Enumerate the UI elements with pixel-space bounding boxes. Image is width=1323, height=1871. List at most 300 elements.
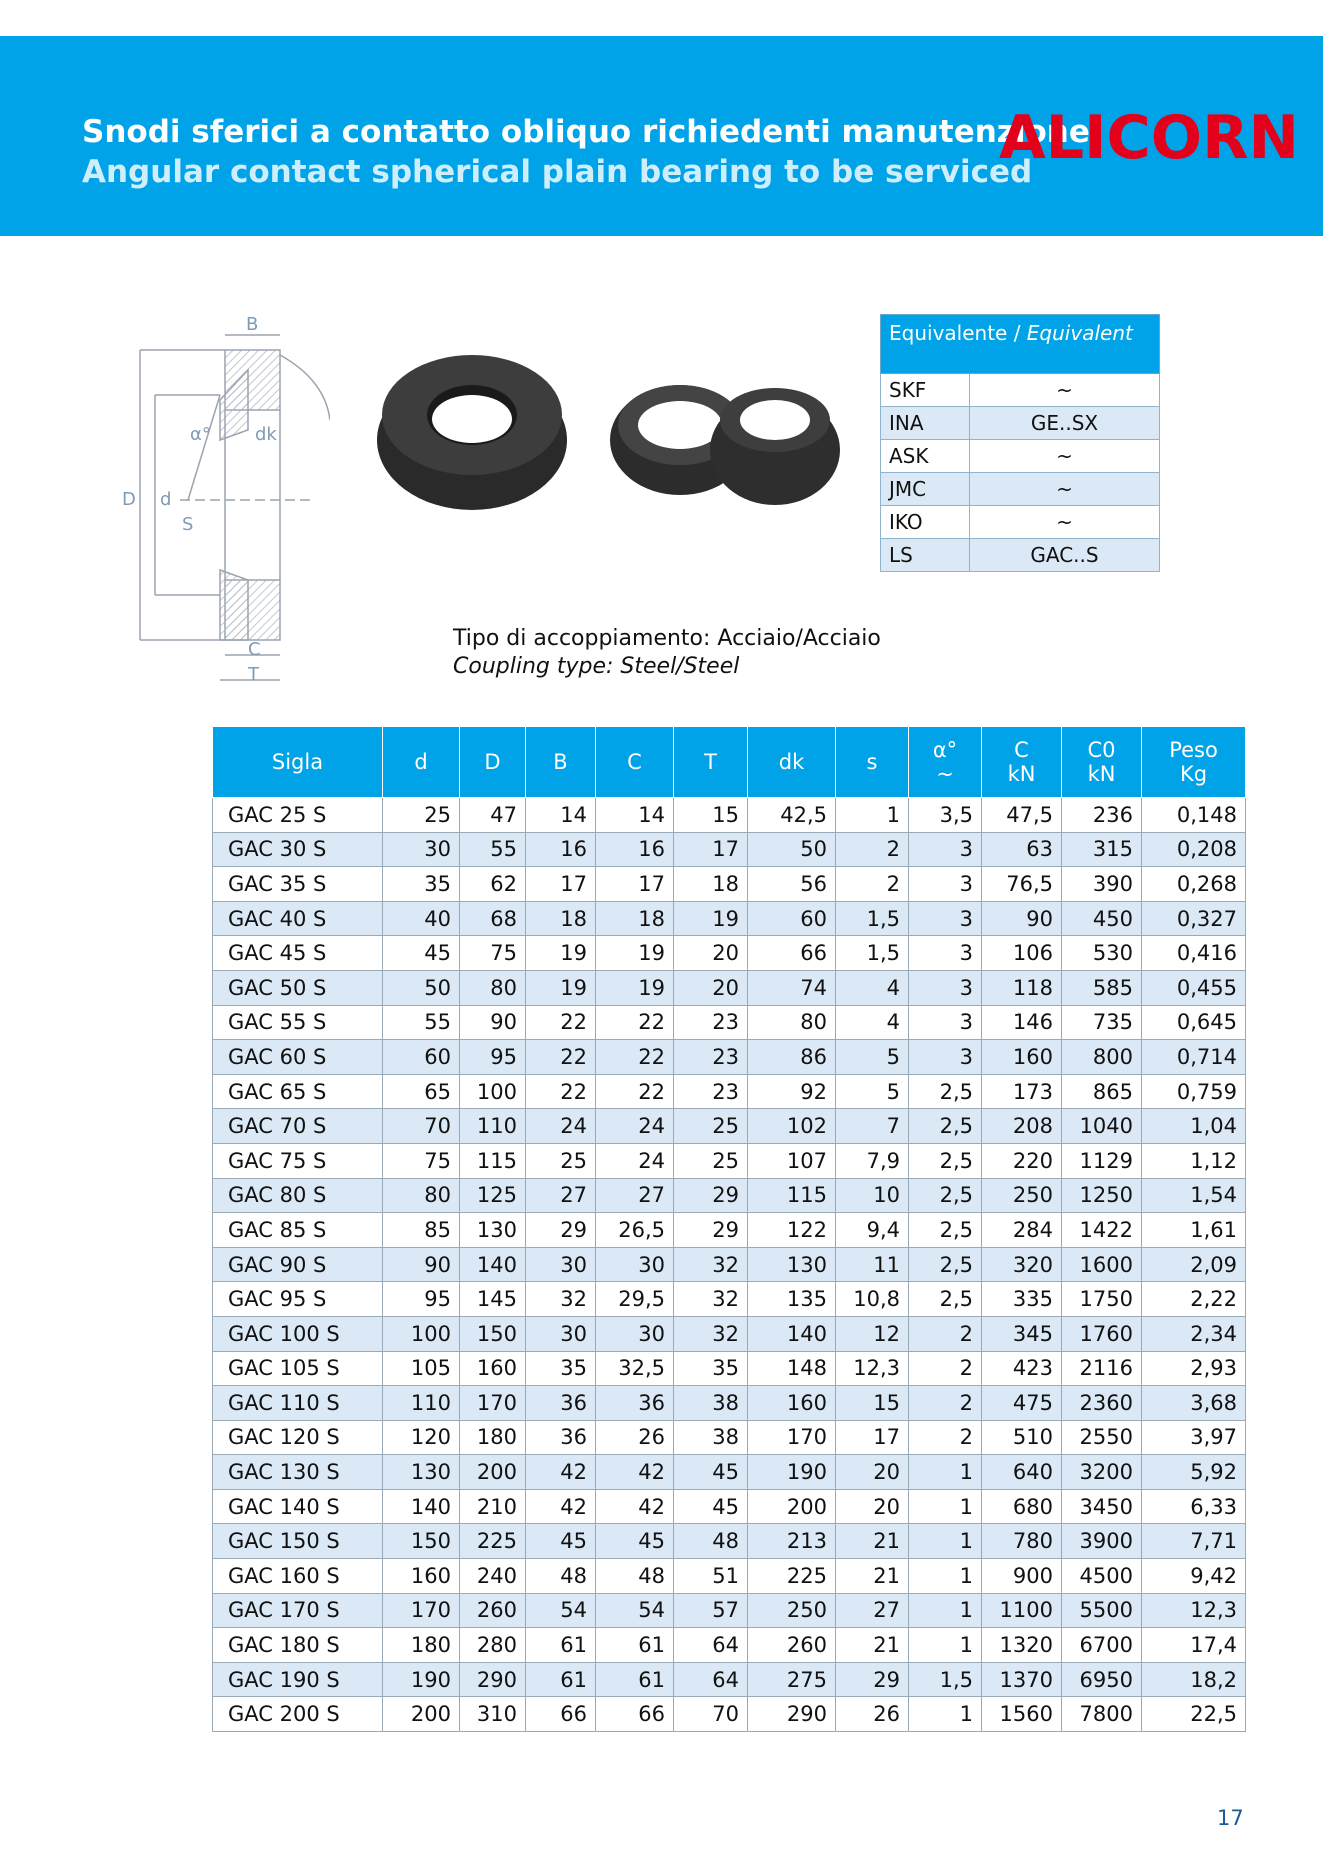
table-cell: 66 bbox=[526, 1697, 596, 1732]
table-cell: 208 bbox=[982, 1109, 1062, 1144]
table-cell: 36 bbox=[526, 1386, 596, 1421]
table-cell: 61 bbox=[596, 1662, 674, 1697]
table-cell: 3 bbox=[909, 970, 982, 1005]
table-cell: 32 bbox=[674, 1247, 748, 1282]
alicorn-logo bbox=[997, 110, 1301, 164]
table-cell: 210 bbox=[460, 1489, 526, 1524]
table-cell: 45 bbox=[674, 1489, 748, 1524]
table-cell: 80 bbox=[383, 1178, 460, 1213]
dimensions-table bbox=[212, 726, 1246, 1732]
table-row bbox=[213, 1593, 1246, 1628]
table-row bbox=[213, 1005, 1246, 1040]
table-cell: 585 bbox=[1062, 970, 1142, 1005]
table-cell: 19 bbox=[596, 936, 674, 971]
table-row bbox=[213, 867, 1246, 902]
table-cell: 92 bbox=[748, 1074, 836, 1109]
table-cell: 135 bbox=[748, 1282, 836, 1317]
table-cell: 102 bbox=[748, 1109, 836, 1144]
table-cell: 42 bbox=[526, 1455, 596, 1490]
column-header: B bbox=[526, 727, 596, 798]
column-header: Peso Kg bbox=[1142, 727, 1246, 798]
table-cell: 2 bbox=[909, 1316, 982, 1351]
table-cell: 27 bbox=[836, 1593, 909, 1628]
table-cell: 26,5 bbox=[596, 1213, 674, 1248]
table-cell: 63 bbox=[982, 832, 1062, 867]
table-cell: 0,327 bbox=[1142, 901, 1246, 936]
table-cell: 3,5 bbox=[909, 798, 982, 833]
table-cell: 17 bbox=[674, 832, 748, 867]
table-cell: 6950 bbox=[1062, 1662, 1142, 1697]
table-cell: 120 bbox=[383, 1420, 460, 1455]
table-cell: 1370 bbox=[982, 1662, 1062, 1697]
title-italian: Snodi sferici a contatto obliquo richiedenti manutenzione bbox=[82, 114, 1090, 150]
table-cell: 118 bbox=[982, 970, 1062, 1005]
table-cell: 2,22 bbox=[1142, 1282, 1246, 1317]
table-cell: 17 bbox=[526, 867, 596, 902]
table-cell: 3 bbox=[909, 936, 982, 971]
title-english: Angular contact spherical plain bearing to be serviced bbox=[82, 154, 1033, 190]
table-cell: 21 bbox=[836, 1628, 909, 1663]
table-cell: 29 bbox=[836, 1662, 909, 1697]
table-row bbox=[213, 798, 1246, 833]
table-cell: 80 bbox=[460, 970, 526, 1005]
table-cell: 865 bbox=[1062, 1074, 1142, 1109]
cell-sigla: GAC 40 S bbox=[213, 901, 383, 936]
table-cell: 95 bbox=[383, 1282, 460, 1317]
table-cell: 4 bbox=[836, 1005, 909, 1040]
table-cell: 19 bbox=[526, 970, 596, 1005]
table-cell: 64 bbox=[674, 1662, 748, 1697]
label-S: S bbox=[182, 514, 194, 535]
table-cell: 26 bbox=[836, 1697, 909, 1732]
table-cell: 26 bbox=[596, 1420, 674, 1455]
table-cell: 6700 bbox=[1062, 1628, 1142, 1663]
table-cell: 1129 bbox=[1062, 1143, 1142, 1178]
column-header: D bbox=[460, 727, 526, 798]
table-cell: 5,92 bbox=[1142, 1455, 1246, 1490]
table-cell: 75 bbox=[383, 1143, 460, 1178]
table-cell: 2116 bbox=[1062, 1351, 1142, 1386]
table-cell: 173 bbox=[982, 1074, 1062, 1109]
table-row bbox=[213, 832, 1246, 867]
table-cell: 250 bbox=[982, 1178, 1062, 1213]
cell-sigla: GAC 150 S bbox=[213, 1524, 383, 1559]
table-cell: 55 bbox=[460, 832, 526, 867]
label-C: C bbox=[248, 639, 261, 660]
table-cell: 56 bbox=[748, 867, 836, 902]
table-cell: 45 bbox=[674, 1455, 748, 1490]
table-cell: 640 bbox=[982, 1455, 1062, 1490]
table-cell: 32,5 bbox=[596, 1351, 674, 1386]
cell-sigla: GAC 180 S bbox=[213, 1628, 383, 1663]
table-cell: 160 bbox=[460, 1351, 526, 1386]
table-row bbox=[213, 1316, 1246, 1351]
table-cell: 5 bbox=[836, 1074, 909, 1109]
table-cell: 42,5 bbox=[748, 798, 836, 833]
table-cell: 213 bbox=[748, 1524, 836, 1559]
table-cell: 15 bbox=[674, 798, 748, 833]
table-cell: 0,714 bbox=[1142, 1040, 1246, 1075]
table-cell: 61 bbox=[526, 1628, 596, 1663]
coupling-type bbox=[453, 625, 881, 681]
table-cell: 2,5 bbox=[909, 1143, 982, 1178]
table-cell: 50 bbox=[748, 832, 836, 867]
table-cell: 3 bbox=[909, 901, 982, 936]
table-cell: 9,42 bbox=[1142, 1559, 1246, 1594]
table-cell: 3 bbox=[909, 1040, 982, 1075]
table-cell: 1100 bbox=[982, 1593, 1062, 1628]
column-header: C0 kN bbox=[1062, 727, 1142, 798]
table-cell: 1,12 bbox=[1142, 1143, 1246, 1178]
table-cell: 320 bbox=[982, 1247, 1062, 1282]
table-cell: 17 bbox=[596, 867, 674, 902]
table-cell: 60 bbox=[748, 901, 836, 936]
table-cell: 38 bbox=[674, 1386, 748, 1421]
cell-sigla: GAC 85 S bbox=[213, 1213, 383, 1248]
table-cell: 47 bbox=[460, 798, 526, 833]
table-cell: 20 bbox=[674, 970, 748, 1005]
table-cell: 2 bbox=[909, 1386, 982, 1421]
table-cell: 1 bbox=[909, 1455, 982, 1490]
table-cell: 55 bbox=[383, 1005, 460, 1040]
table-cell: 30 bbox=[596, 1247, 674, 1282]
table-cell: 25 bbox=[674, 1109, 748, 1144]
table-cell: 2 bbox=[836, 867, 909, 902]
table-cell: 475 bbox=[982, 1386, 1062, 1421]
table-row bbox=[213, 1697, 1246, 1732]
table-cell: 21 bbox=[836, 1559, 909, 1594]
cell-sigla: GAC 95 S bbox=[213, 1282, 383, 1317]
cell-sigla: GAC 120 S bbox=[213, 1420, 383, 1455]
column-header: C kN bbox=[982, 727, 1062, 798]
table-cell: 130 bbox=[460, 1213, 526, 1248]
label-D: D bbox=[122, 489, 136, 510]
table-cell: 236 bbox=[1062, 798, 1142, 833]
table-row bbox=[213, 1213, 1246, 1248]
table-cell: 23 bbox=[674, 1074, 748, 1109]
table-cell: 22 bbox=[526, 1074, 596, 1109]
cell-sigla: GAC 30 S bbox=[213, 832, 383, 867]
coupling-it: Tipo di accoppiamento: Acciaio/Acciaio bbox=[453, 626, 881, 651]
table-row bbox=[213, 936, 1246, 971]
table-cell: 19 bbox=[596, 970, 674, 1005]
table-cell: 220 bbox=[982, 1143, 1062, 1178]
table-cell: 14 bbox=[596, 798, 674, 833]
table-cell: 1,5 bbox=[836, 936, 909, 971]
table-cell: 148 bbox=[748, 1351, 836, 1386]
label-T: T bbox=[248, 664, 259, 685]
table-cell: 66 bbox=[748, 936, 836, 971]
table-cell: 22 bbox=[526, 1005, 596, 1040]
cell-sigla: GAC 200 S bbox=[213, 1697, 383, 1732]
cell-sigla: GAC 60 S bbox=[213, 1040, 383, 1075]
equivalent-row: ASK ~ bbox=[881, 440, 1160, 473]
table-cell: 24 bbox=[596, 1109, 674, 1144]
table-cell: 105 bbox=[383, 1351, 460, 1386]
table-cell: 140 bbox=[383, 1489, 460, 1524]
equivalent-header: Equivalente / Equivalent bbox=[881, 315, 1160, 374]
table-cell: 335 bbox=[982, 1282, 1062, 1317]
table-cell: 24 bbox=[526, 1109, 596, 1144]
table-cell: 225 bbox=[460, 1524, 526, 1559]
table-cell: 90 bbox=[383, 1247, 460, 1282]
table-cell: 140 bbox=[460, 1247, 526, 1282]
table-cell: 36 bbox=[526, 1420, 596, 1455]
table-cell: 50 bbox=[383, 970, 460, 1005]
cell-sigla: GAC 65 S bbox=[213, 1074, 383, 1109]
table-cell: 225 bbox=[748, 1559, 836, 1594]
table-cell: 20 bbox=[836, 1455, 909, 1490]
table-cell: 2,09 bbox=[1142, 1247, 1246, 1282]
table-cell: 29 bbox=[674, 1213, 748, 1248]
table-cell: 48 bbox=[526, 1559, 596, 1594]
table-cell: 1422 bbox=[1062, 1213, 1142, 1248]
table-cell: 57 bbox=[674, 1593, 748, 1628]
column-header: dk bbox=[748, 727, 836, 798]
table-row bbox=[213, 1662, 1246, 1697]
table-cell: 10,8 bbox=[836, 1282, 909, 1317]
cell-sigla: GAC 75 S bbox=[213, 1143, 383, 1178]
table-cell: 14 bbox=[526, 798, 596, 833]
table-cell: 170 bbox=[460, 1386, 526, 1421]
bearing-photo-assembled bbox=[375, 345, 570, 515]
table-cell: 2 bbox=[909, 1420, 982, 1455]
table-cell: 2,5 bbox=[909, 1178, 982, 1213]
table-row bbox=[213, 1420, 1246, 1455]
table-cell: 130 bbox=[383, 1455, 460, 1490]
table-cell: 1 bbox=[909, 1524, 982, 1559]
table-cell: 160 bbox=[982, 1040, 1062, 1075]
table-cell: 32 bbox=[674, 1282, 748, 1317]
table-cell: 75 bbox=[460, 936, 526, 971]
table-cell: 200 bbox=[460, 1455, 526, 1490]
table-cell: 423 bbox=[982, 1351, 1062, 1386]
equivalent-row: INA GE..SX bbox=[881, 407, 1160, 440]
table-header-row bbox=[213, 727, 1246, 798]
table-cell: 36 bbox=[596, 1386, 674, 1421]
table-row bbox=[213, 1559, 1246, 1594]
table-cell: 61 bbox=[526, 1662, 596, 1697]
table-cell: 150 bbox=[460, 1316, 526, 1351]
cell-sigla: GAC 35 S bbox=[213, 867, 383, 902]
table-cell: 780 bbox=[982, 1524, 1062, 1559]
table-cell: 47,5 bbox=[982, 798, 1062, 833]
table-cell: 42 bbox=[596, 1455, 674, 1490]
cell-sigla: GAC 70 S bbox=[213, 1109, 383, 1144]
table-row bbox=[213, 1489, 1246, 1524]
table-cell: 145 bbox=[460, 1282, 526, 1317]
table-cell: 19 bbox=[674, 901, 748, 936]
table-cell: 450 bbox=[1062, 901, 1142, 936]
table-cell: 140 bbox=[748, 1316, 836, 1351]
table-cell: 60 bbox=[383, 1040, 460, 1075]
table-cell: 35 bbox=[383, 867, 460, 902]
table-cell: 1,5 bbox=[909, 1662, 982, 1697]
table-cell: 1 bbox=[909, 1628, 982, 1663]
table-cell: 1750 bbox=[1062, 1282, 1142, 1317]
equivalent-row: IKO ~ bbox=[881, 506, 1160, 539]
table-cell: 5 bbox=[836, 1040, 909, 1075]
table-cell: 65 bbox=[383, 1074, 460, 1109]
table-cell: 280 bbox=[460, 1628, 526, 1663]
table-cell: 18,2 bbox=[1142, 1662, 1246, 1697]
cell-sigla: GAC 160 S bbox=[213, 1559, 383, 1594]
table-cell: 1760 bbox=[1062, 1316, 1142, 1351]
table-cell: 1,61 bbox=[1142, 1213, 1246, 1248]
table-cell: 0,455 bbox=[1142, 970, 1246, 1005]
cell-sigla: GAC 190 S bbox=[213, 1662, 383, 1697]
table-cell: 240 bbox=[460, 1559, 526, 1594]
table-cell: 12,3 bbox=[836, 1351, 909, 1386]
table-row bbox=[213, 1247, 1246, 1282]
table-cell: 7,71 bbox=[1142, 1524, 1246, 1559]
table-cell: 3,68 bbox=[1142, 1386, 1246, 1421]
table-cell: 100 bbox=[383, 1316, 460, 1351]
table-cell: 30 bbox=[596, 1316, 674, 1351]
table-row bbox=[213, 1351, 1246, 1386]
table-row bbox=[213, 1074, 1246, 1109]
table-cell: 110 bbox=[460, 1109, 526, 1144]
table-cell: 48 bbox=[596, 1559, 674, 1594]
table-cell: 3 bbox=[909, 867, 982, 902]
table-cell: 160 bbox=[748, 1386, 836, 1421]
table-cell: 3 bbox=[909, 832, 982, 867]
table-cell: 1040 bbox=[1062, 1109, 1142, 1144]
table-cell: 1 bbox=[909, 1697, 982, 1732]
table-cell: 64 bbox=[674, 1628, 748, 1663]
label-B: B bbox=[246, 314, 259, 335]
table-cell: 190 bbox=[748, 1455, 836, 1490]
table-cell: 2,5 bbox=[909, 1109, 982, 1144]
table-cell: 2550 bbox=[1062, 1420, 1142, 1455]
table-cell: 800 bbox=[1062, 1040, 1142, 1075]
table-cell: 0,645 bbox=[1142, 1005, 1246, 1040]
table-cell: 70 bbox=[383, 1109, 460, 1144]
table-cell: 86 bbox=[748, 1040, 836, 1075]
table-cell: 150 bbox=[383, 1524, 460, 1559]
table-cell: 1 bbox=[909, 1489, 982, 1524]
table-cell: 200 bbox=[383, 1697, 460, 1732]
table-cell: 390 bbox=[1062, 867, 1142, 902]
table-cell: 0,268 bbox=[1142, 867, 1246, 902]
table-cell: 2,5 bbox=[909, 1247, 982, 1282]
cell-sigla: GAC 110 S bbox=[213, 1386, 383, 1421]
table-cell: 38 bbox=[674, 1420, 748, 1455]
table-cell: 1 bbox=[909, 1559, 982, 1594]
table-cell: 70 bbox=[674, 1697, 748, 1732]
cell-sigla: GAC 80 S bbox=[213, 1178, 383, 1213]
table-row bbox=[213, 970, 1246, 1005]
table-cell: 45 bbox=[596, 1524, 674, 1559]
table-cell: 115 bbox=[748, 1178, 836, 1213]
table-cell: 25 bbox=[526, 1143, 596, 1178]
table-cell: 7,9 bbox=[836, 1143, 909, 1178]
table-row bbox=[213, 1524, 1246, 1559]
table-cell: 30 bbox=[526, 1247, 596, 1282]
table-cell: 12,3 bbox=[1142, 1593, 1246, 1628]
table-cell: 0,208 bbox=[1142, 832, 1246, 867]
table-cell: 61 bbox=[596, 1628, 674, 1663]
table-cell: 5500 bbox=[1062, 1593, 1142, 1628]
table-cell: 95 bbox=[460, 1040, 526, 1075]
table-row bbox=[213, 1282, 1246, 1317]
table-cell: 22,5 bbox=[1142, 1697, 1246, 1732]
coupling-en: Coupling type: Steel/Steel bbox=[453, 654, 740, 679]
table-cell: 51 bbox=[674, 1559, 748, 1594]
table-cell: 0,148 bbox=[1142, 798, 1246, 833]
equivalent-row: SKF ~ bbox=[881, 374, 1160, 407]
label-dk: dk bbox=[255, 424, 277, 445]
column-header: Sigla bbox=[213, 727, 383, 798]
table-cell: 90 bbox=[460, 1005, 526, 1040]
table-cell: 115 bbox=[460, 1143, 526, 1178]
table-cell: 315 bbox=[1062, 832, 1142, 867]
table-cell: 530 bbox=[1062, 936, 1142, 971]
table-cell: 1 bbox=[909, 1593, 982, 1628]
table-cell: 2,5 bbox=[909, 1282, 982, 1317]
bearing-drawing bbox=[120, 310, 330, 700]
table-cell: 100 bbox=[460, 1074, 526, 1109]
table-cell: 170 bbox=[383, 1593, 460, 1628]
table-cell: 900 bbox=[982, 1559, 1062, 1594]
table-cell: 42 bbox=[526, 1489, 596, 1524]
table-cell: 18 bbox=[596, 901, 674, 936]
table-cell: 4500 bbox=[1062, 1559, 1142, 1594]
table-cell: 3450 bbox=[1062, 1489, 1142, 1524]
table-cell: 45 bbox=[526, 1524, 596, 1559]
table-cell: 2,93 bbox=[1142, 1351, 1246, 1386]
table-cell: 62 bbox=[460, 867, 526, 902]
table-cell: 180 bbox=[383, 1628, 460, 1663]
table-cell: 250 bbox=[748, 1593, 836, 1628]
table-cell: 1,04 bbox=[1142, 1109, 1246, 1144]
cell-sigla: GAC 25 S bbox=[213, 798, 383, 833]
table-row bbox=[213, 1040, 1246, 1075]
table-cell: 1,5 bbox=[836, 901, 909, 936]
table-cell: 66 bbox=[596, 1697, 674, 1732]
table-cell: 27 bbox=[526, 1178, 596, 1213]
table-cell: 15 bbox=[836, 1386, 909, 1421]
table-cell: 54 bbox=[596, 1593, 674, 1628]
table-cell: 345 bbox=[982, 1316, 1062, 1351]
table-row bbox=[213, 901, 1246, 936]
table-cell: 2,5 bbox=[909, 1074, 982, 1109]
table-cell: 18 bbox=[674, 867, 748, 902]
table-cell: 284 bbox=[982, 1213, 1062, 1248]
table-cell: 20 bbox=[674, 936, 748, 971]
table-cell: 74 bbox=[748, 970, 836, 1005]
table-cell: 7800 bbox=[1062, 1697, 1142, 1732]
table-cell: 7 bbox=[836, 1109, 909, 1144]
table-cell: 40 bbox=[383, 901, 460, 936]
table-row bbox=[213, 1386, 1246, 1421]
table-cell: 22 bbox=[596, 1040, 674, 1075]
equivalent-row: JMC ~ bbox=[881, 473, 1160, 506]
table-cell: 27 bbox=[596, 1178, 674, 1213]
table-row bbox=[213, 1143, 1246, 1178]
table-cell: 12 bbox=[836, 1316, 909, 1351]
table-cell: 146 bbox=[982, 1005, 1062, 1040]
column-header: α° ~ bbox=[909, 727, 982, 798]
cell-sigla: GAC 140 S bbox=[213, 1489, 383, 1524]
cell-sigla: GAC 100 S bbox=[213, 1316, 383, 1351]
page-number: 17 bbox=[1217, 1806, 1244, 1830]
table-row bbox=[213, 1455, 1246, 1490]
cell-sigla: GAC 90 S bbox=[213, 1247, 383, 1282]
table-cell: 110 bbox=[383, 1386, 460, 1421]
table-cell: 130 bbox=[748, 1247, 836, 1282]
table-cell: 2,34 bbox=[1142, 1316, 1246, 1351]
